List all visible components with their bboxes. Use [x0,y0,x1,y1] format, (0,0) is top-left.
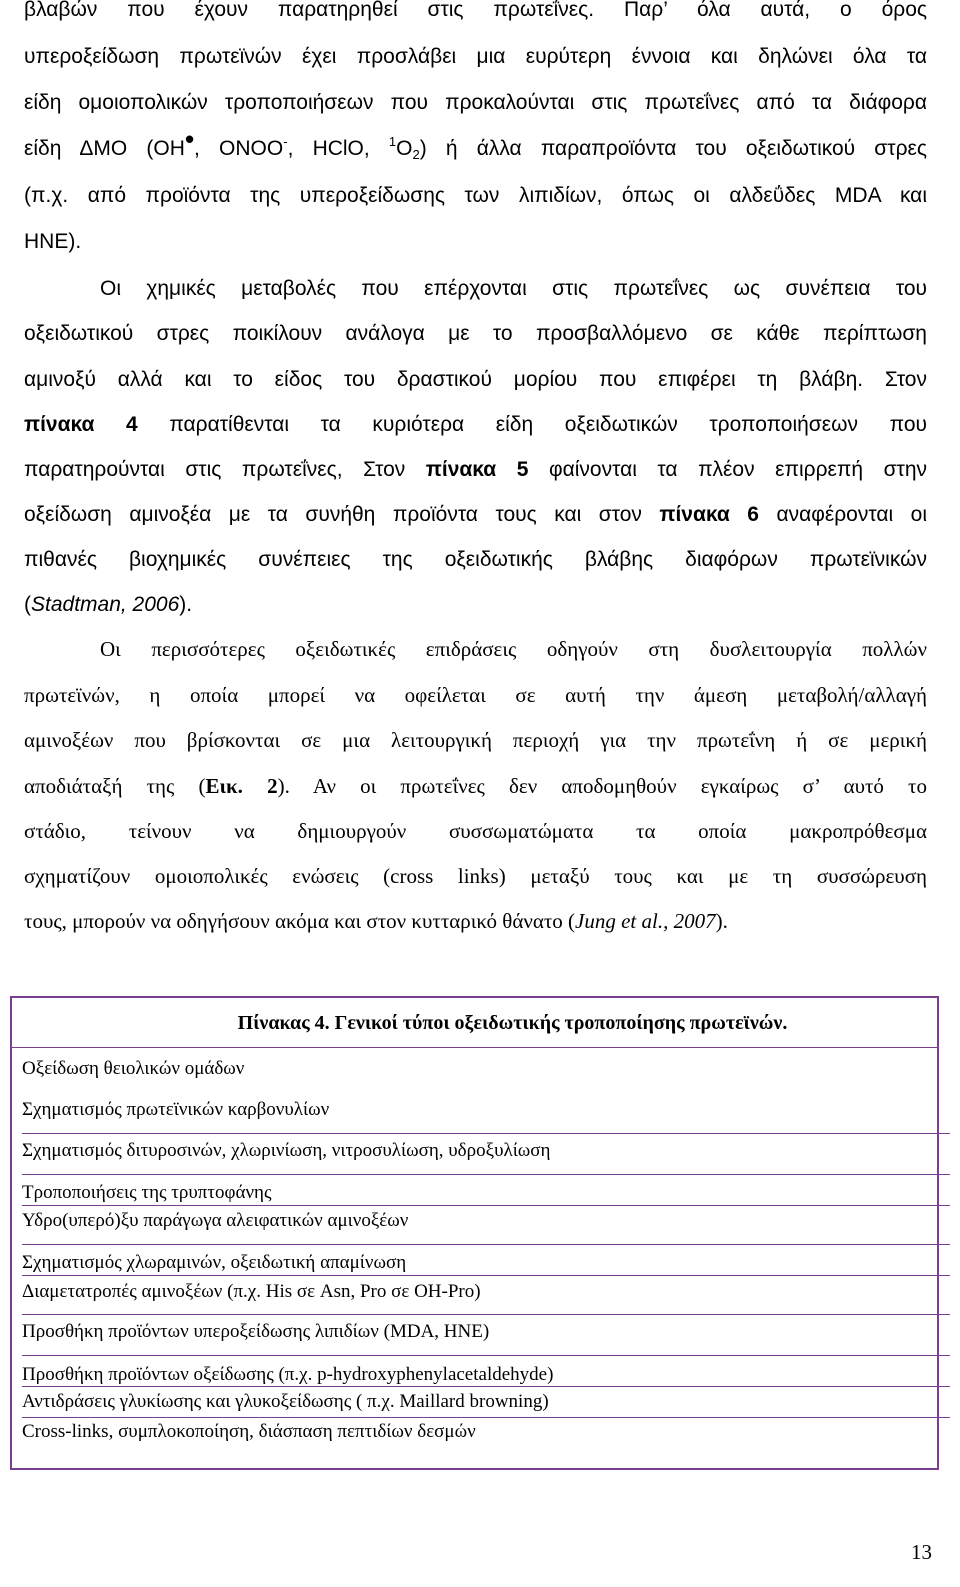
table-reference: πίνακα 5 [425,458,529,481]
citation: Stadtman, 2006 [31,593,180,616]
text-line: οξειδωτικού στρες ποικίλουν ανάλογα με το προσβαλλόμενο σε κάθε περίπτωση [24,322,927,345]
table-row: Υδρο(υπερό)ξυ παράγωγα αλειφατικών αμινοξέων [22,1207,950,1245]
text-line: είδη ΔΜΟ (OH•, ONOO-, HClO, $^1O_2$) ή άλλα παραπροϊόντα του οξειδωτικού στρες [24,124,927,162]
text-line: είδη ομοιοπολικών τροποποιήσεων που προκαλούνται στις πρωτεΐνες από τα διάφορα [24,91,927,114]
table-title: Πίνακας 4. Γενικοί τύποι οξειδωτικής τροποποίησης πρωτεϊνών. [237,1012,788,1034]
table-row: Διαμετατροπές αμινοξέων (π.χ. His σε Asn, Pro σε OH-Pro) [22,1277,950,1315]
table-row: Οξείδωση θειολικών ομάδων [22,1058,245,1079]
text-line: πίνακα 4 παρατίθενται τα κυριότερα είδη οξειδωτικών τροποποιήσεων που [24,413,927,436]
text-line: αμινοξύ αλλά και το είδος του δραστικού μορίου που επιφέρει τη βλάβη. Στον [24,368,927,391]
text-line: HNE). [24,230,82,253]
text-line: (π.χ. από προϊόντα της υπεροξείδωσης των λιπιδίων, όπως οι αλδεΰδες MDA και [24,184,927,207]
text-line: βλαβών που έχουν παρατηρηθεί στις πρωτεΐνες. Παρ’ όλα αυτά, ο όρος [24,0,927,21]
text-line: υπεροξείδωση πρωτεϊνών έχει προσλάβει μια ευρύτερη έννοια και δηλώνει όλα τα [24,45,927,68]
table-row: Προσθήκη προϊόντων οξείδωσης (π.χ. p-hydroxyphenylacetaldehyde) [22,1357,950,1387]
citation: Jung et al., 2007 [575,909,716,933]
text-line: Οι περισσότερες οξειδωτικές επιδράσεις οδηγούν στη δυσλειτουργία πολλών [100,637,927,661]
table-row: Σχηματισμός πρωτεϊνικών καρβονυλίων [22,1094,950,1134]
page-number: 13 [911,1540,932,1564]
figure-reference: Εικ. 2 [205,774,278,798]
table-reference: πίνακα 6 [659,503,759,526]
text-line: σχηματίζουν ομοιοπολικές ενώσεις (cross links) μεταξύ τους και με τη συσσώρευση [24,864,927,888]
table-row: Cross-links, συμπλοκοποίηση, διάσπαση πεπτιδίων δεσμών [22,1421,476,1442]
text-line: στάδιο, τείνουν να δημιουργούν συσσωματώματα τα οποία μακροπρόθεσμα [24,819,927,843]
text-line: παρατηρούνται στις πρωτεΐνες, Στον πίνακα 5 φαίνονται τα πλέον επιρρεπή στην [24,458,928,481]
text-line: (Stadtman, 2006). [24,593,193,616]
text-line: αμινοξέων που βρίσκονται σε μια λειτουργική περιοχή για την πρωτεΐνη ή σε μερική [24,728,927,752]
table-4 [10,996,939,1470]
text-line: τους, μπορούν να οδηγήσουν ακόμα και στον κυτταρικό θάνατο (Jung et al., 2007). [24,909,728,933]
text-line: πρωτεϊνών, η οποία μπορεί να οφείλεται σε αυτή την άμεση μεταβολή/αλλαγή [24,683,927,707]
text-line: οξείδωση αμινοξέα με τα συνήθη προϊόντα τους και στον πίνακα 6 αναφέρονται οι [24,503,927,526]
table-row: Σχηματισμός διτυροσινών, χλωρινίωση, νιτροσυλίωση, υδροξυλίωση [22,1135,950,1175]
text-line: αποδιάταξή της (Εικ. 2). Αν οι πρωτεΐνες δεν αποδομηθούν εγκαίρως σ’ αυτό το [24,774,927,798]
text-line: Οι χημικές μεταβολές που επέρχονται στις πρωτεΐνες ως συνέπεια του [100,277,927,300]
table-row: Σχηματισμός χλωραμινών, οξειδωτική απαμίνωση [22,1246,950,1276]
table-row: Προσθήκη προϊόντων υπεροξείδωσης λιπιδίων (MDA, HNE) [22,1316,950,1356]
table-divider [12,1047,937,1048]
table-row: Τροποποιήσεις της τρυπτοφάνης [22,1176,950,1206]
text-line: πιθανές βιοχημικές συνέπειες της οξειδωτικής βλάβης διαφόρων πρωτεϊνικών [24,548,927,571]
table-row: Αντιδράσεις γλυκίωσης και γλυκοξείδωσης ( π.χ. Maillard browning) [22,1388,950,1418]
table-reference: πίνακα 4 [24,413,138,436]
